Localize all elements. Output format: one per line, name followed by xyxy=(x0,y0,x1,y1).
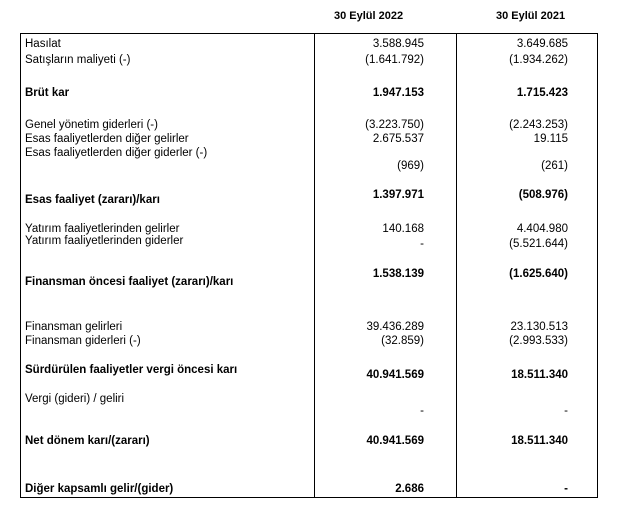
row-label: Diğer kapsamlı gelir/(gider) xyxy=(25,483,174,495)
table-row-total xyxy=(0,86,618,100)
value-2022: 3.588.945 xyxy=(372,38,424,50)
column-divider-2 xyxy=(456,33,457,498)
value-2021: 23.130.513 xyxy=(510,321,568,333)
value-2021: (2.243.253) xyxy=(509,119,568,131)
row-label: Yatırım faaliyetlerinden giderler xyxy=(25,235,184,247)
row-label: Genel yönetim giderleri (-) xyxy=(25,119,158,131)
table-row-total-values xyxy=(0,267,618,281)
value-2021: (1.625.640) xyxy=(509,268,568,280)
row-label: Sürdürülen faaliyetler vergi öncesi karı xyxy=(25,364,238,376)
table-row xyxy=(0,132,618,146)
row-label: Esas faaliyetlerden diğer gelirler xyxy=(25,133,189,145)
table-row-total-values xyxy=(0,368,618,382)
row-label: Finansman öncesi faaliyet (zararı)/karı xyxy=(25,276,234,288)
value-2021: - xyxy=(564,405,568,417)
value-2022: - xyxy=(420,238,424,250)
value-2022: (3.223.750) xyxy=(365,119,424,131)
table-row-values xyxy=(0,159,618,173)
row-label: Finansman giderleri (-) xyxy=(25,335,141,347)
value-2021: 4.404.980 xyxy=(516,223,568,235)
value-2021: - xyxy=(564,483,568,495)
value-2022: - xyxy=(420,405,424,417)
value-2022: 39.436.289 xyxy=(366,321,424,333)
table-row xyxy=(0,118,618,132)
value-2022: 2.686 xyxy=(395,483,424,495)
column-divider-1 xyxy=(314,33,315,498)
table-row xyxy=(0,320,618,334)
row-label: Hasılat xyxy=(25,38,61,50)
value-2022: 40.941.569 xyxy=(366,369,424,381)
table-row xyxy=(0,53,618,67)
row-label: Yatırım faaliyetlerinden gelirler xyxy=(25,223,180,235)
value-2022: (32.859) xyxy=(381,335,424,347)
table-row xyxy=(0,334,618,348)
table-row-total xyxy=(0,482,618,496)
value-2021: 3.649.685 xyxy=(516,38,568,50)
row-label: Finansman gelirleri xyxy=(25,321,123,333)
row-label: Esas faaliyetlerden diğer giderler (-) xyxy=(25,147,208,159)
value-2021: 18.511.340 xyxy=(511,369,568,381)
table-row xyxy=(0,146,618,160)
row-label: Vergi (gideri) / geliri xyxy=(25,393,125,405)
value-2021: (5.521.644) xyxy=(509,238,568,250)
value-2022: (969) xyxy=(397,160,424,172)
value-2022: 140.168 xyxy=(382,223,424,235)
value-2022: 1.538.139 xyxy=(372,268,424,280)
statement-frame xyxy=(20,33,598,498)
value-2022: (1.641.792) xyxy=(365,54,424,66)
column-header-2021: 30 Eylül 2021 xyxy=(496,10,566,22)
value-2021: (1.934.262) xyxy=(509,54,568,66)
table-row xyxy=(0,37,618,51)
table-row-total xyxy=(0,434,618,448)
row-label: Satışların maliyeti (-) xyxy=(25,54,131,66)
value-2022: 1.397.971 xyxy=(372,189,424,201)
value-2021: 19.115 xyxy=(533,133,568,145)
row-label: Net dönem karı/(zararı) xyxy=(25,435,150,447)
row-label: Esas faaliyet (zararı)/karı xyxy=(25,194,160,206)
value-2022: 2.675.537 xyxy=(372,133,424,145)
column-header-2022: 30 Eylül 2022 xyxy=(334,10,404,22)
table-row-values xyxy=(0,404,618,418)
value-2021: (2.993.533) xyxy=(509,335,568,347)
value-2021: (508.976) xyxy=(518,189,568,201)
value-2021: 18.511.340 xyxy=(511,435,568,447)
value-2022: 1.947.153 xyxy=(372,87,424,99)
row-label: Brüt kar xyxy=(25,87,70,99)
table-row-total-values xyxy=(0,188,618,202)
table-row-values xyxy=(0,237,618,251)
value-2022: 40.941.569 xyxy=(366,435,424,447)
value-2021: 1.715.423 xyxy=(516,87,568,99)
value-2021: (261) xyxy=(541,160,568,172)
